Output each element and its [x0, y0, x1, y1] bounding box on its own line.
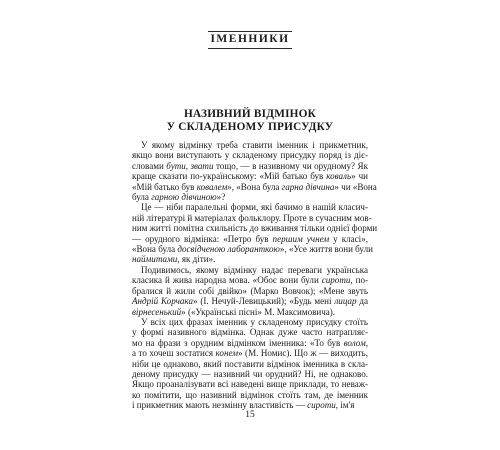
text-run: ній літературі й матеріалах фольклору. Проте в сучасним мов- — [132, 212, 372, 223]
text-run: » (М. Номис). Що ж — виходить, — [238, 348, 368, 359]
text-run: була — [132, 192, 152, 203]
page-number: 15 — [245, 410, 255, 420]
text-line — [132, 212, 372, 223]
text-line — [132, 338, 368, 348]
text-line — [132, 369, 368, 379]
italic-text-run: наймитами — [132, 254, 178, 265]
text-run: якщо вони виступають у складеному присудку поряд із діє- — [132, 150, 368, 161]
text-line — [132, 254, 368, 264]
text-run: ко помітити, що називний відмінок стоїть там, де іменник — [132, 389, 368, 400]
text-run: да — [356, 296, 368, 307]
italic-text-run: гарна дівчина — [281, 181, 335, 192]
text-line — [132, 140, 368, 150]
text-run: мо на фрази з орудним відмінком іменника: «То був — [132, 337, 344, 348]
italic-text-run: досвідченою лаборанткою — [177, 244, 280, 255]
text-line — [132, 192, 368, 202]
text-run: », «Усе життя вони були — [279, 244, 373, 255]
text-line — [132, 286, 368, 296]
text-run: словами — [132, 160, 167, 171]
text-line — [132, 234, 368, 244]
text-line — [132, 202, 368, 212]
italic-text-run: конем — [215, 348, 239, 359]
italic-text-run: лицар — [334, 296, 357, 307]
text-run: «Вона була — [132, 244, 178, 255]
running-head-rule-top — [208, 31, 292, 32]
text-run: » («Українські пісні» М. Максимовича). — [181, 306, 336, 317]
italic-text-run: першим учнем — [272, 233, 330, 244]
text-run: бралися й жили собі двійко» (Марко Вовчок); «Мене звуть — [132, 285, 368, 296]
text-run: а то хочеш зостатися — [132, 348, 216, 359]
text-run: у класі», — [329, 233, 368, 244]
text-run: , — [365, 337, 368, 348]
running-head: ІМЕННИКИ — [210, 33, 290, 45]
text-run: , — [185, 160, 191, 171]
text-line — [132, 275, 368, 285]
text-line — [132, 161, 368, 171]
text-run: » чи — [351, 171, 368, 182]
text-line — [132, 171, 368, 181]
paragraph — [132, 265, 368, 317]
text-run: «Мій батько був — [132, 181, 197, 192]
section-title-line: У СКЛАДЕНОМУ ПРИСУДКУ — [166, 121, 334, 133]
italic-text-run: звати — [190, 160, 214, 171]
body-text — [132, 140, 378, 411]
text-run: , ім'я — [335, 400, 355, 411]
text-line — [132, 348, 368, 358]
running-head-rule-bottom — [208, 48, 292, 49]
text-line — [132, 307, 368, 317]
section-title-line: НАЗИВНИЙ ВІДМІНОК — [183, 108, 317, 120]
text-line — [132, 379, 368, 389]
text-run: » чи «Вона — [334, 181, 377, 192]
text-run: деному присудку — називний чи орудний? Ні, не однаково. — [132, 368, 368, 379]
text-run: ним житті помітна схильність до вживання тільки однієї форми — [132, 223, 378, 234]
text-run: Подивимось, якому відмінку надає переваги українська — [141, 264, 368, 275]
text-run: класика й жива народна мова. «Обоє вони були — [132, 275, 322, 286]
text-run: Це — ніби паралельні форми, які бачимо в нашій клаcич- — [141, 202, 368, 213]
text-run: краще сказати по-українському: «Мій батько був — [132, 171, 327, 182]
text-run: і прикметник мають незмінну властивість — — [132, 400, 308, 411]
italic-text-run: коваль — [326, 171, 352, 182]
italic-text-run: бути — [166, 160, 186, 171]
text-run: ніби це однаково, який поставити відмінок іменника в скла- — [132, 358, 368, 369]
text-run: Якщо проаналізувати всі наведені вище приклади, то неваж- — [132, 379, 368, 390]
italic-text-run: ковалем — [196, 181, 228, 192]
text-line — [132, 244, 373, 255]
paragraph — [132, 202, 378, 265]
text-line — [132, 390, 368, 400]
text-line — [132, 359, 368, 369]
italic-text-run: гарною дівчиною — [151, 192, 217, 203]
text-line — [132, 265, 368, 275]
text-run: »? — [216, 192, 226, 203]
paragraph — [132, 317, 368, 411]
italic-text-run: сироти — [321, 275, 351, 286]
text-run: — орудного відмінка: «Петро був — [132, 233, 273, 244]
text-run: тощо, — в називному чи орудному? Як — [213, 160, 368, 171]
text-line — [132, 150, 368, 160]
italic-text-run: волом — [343, 337, 366, 348]
text-run: », «Вона була — [227, 181, 282, 192]
italic-text-run: вірнесенький — [132, 306, 182, 317]
text-line — [132, 327, 368, 337]
text-line — [132, 317, 368, 327]
italic-text-run: сироти — [307, 400, 336, 411]
text-run: , як діти». — [177, 254, 216, 265]
italic-text-run: Андрій Корчака — [132, 296, 193, 307]
text-run: У всіх цих фразах іменник у складеному присудку стоїть — [141, 316, 368, 327]
text-run: У якому відмінку треба ставити іменник і прикметник, — [141, 140, 368, 150]
text-run: , по- — [350, 275, 368, 286]
section-title — [0, 108, 500, 134]
text-line — [132, 223, 378, 234]
text-run: у формі називного відмінка. Однак дуже часто натрапляє- — [132, 327, 368, 338]
paragraph — [132, 140, 377, 203]
text-line — [132, 181, 377, 192]
text-run: » (І. Нечуй-Левицький); «Будь мені — [192, 296, 335, 307]
text-line — [132, 296, 368, 306]
text-line — [132, 400, 368, 410]
